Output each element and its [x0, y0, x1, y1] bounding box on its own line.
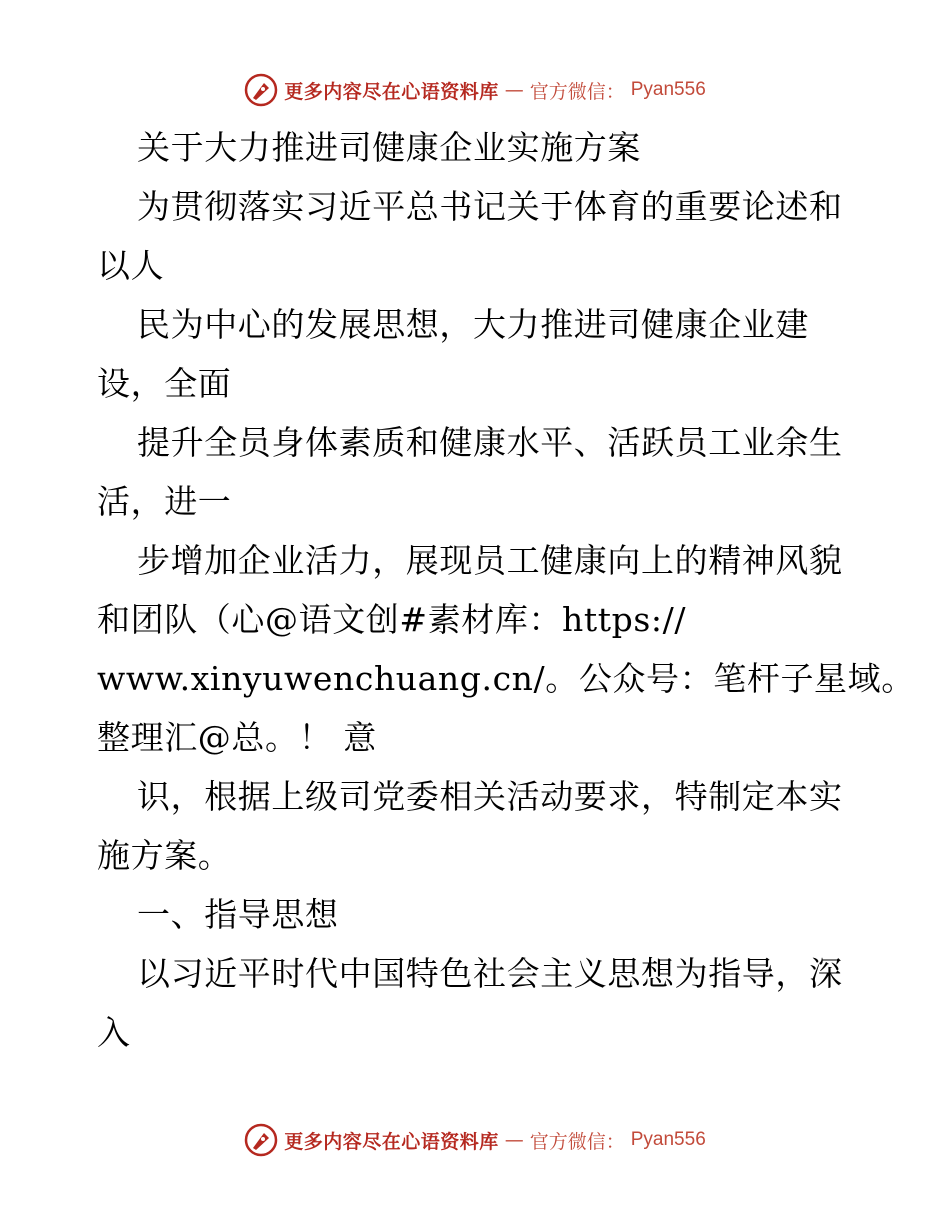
document-line: www.xinyuwenchuang.cn/。公众号：笔杆子星域。	[97, 659, 915, 698]
document-line: 施方案。	[97, 836, 232, 875]
document-line: 为贯彻落实习近平总书记关于体育的重要论述和	[137, 187, 843, 226]
document-line: 入	[97, 1013, 131, 1052]
document-line: 步增加企业活力，展现员工健康向上的精神风貌	[137, 541, 843, 580]
banner-wechat-label: 官方微信：	[529, 1130, 625, 1153]
footer-banner	[0, 1120, 950, 1160]
document-line: 识，根据上级司党委相关活动要求，特制定本实	[137, 777, 843, 816]
banner-wechat-id: Pyan556	[630, 1129, 706, 1150]
banner-text: 更多内容尽在心语资料库	[284, 1130, 499, 1153]
document-line: 整理汇@总。！ 意	[97, 718, 377, 757]
document-line: 活，进一	[97, 482, 232, 521]
pen-nib-logo-icon	[244, 1123, 278, 1157]
banner-dash: —	[504, 1129, 524, 1151]
pen-nib-logo-icon	[244, 73, 278, 107]
banner-text: 更多内容尽在心语资料库	[284, 80, 499, 103]
document-line: 提升全员身体素质和健康水平、活跃员工业余生	[137, 423, 843, 462]
banner-dash: —	[504, 79, 524, 101]
document-body	[97, 118, 915, 1062]
document-line: 和团队（心@语文创#素材库：https://	[97, 600, 687, 639]
document-line: 关于大力推进司健康企业实施方案	[137, 128, 641, 167]
banner-wechat-id: Pyan556	[630, 79, 706, 100]
document-line: 民为中心的发展思想，大力推进司健康企业建	[137, 305, 809, 344]
document-line: 一、指导思想	[137, 895, 339, 934]
document-line: 以人	[97, 246, 165, 285]
document-line: 设，全面	[97, 364, 232, 403]
document-line: 以习近平时代中国特色社会主义思想为指导，深	[137, 954, 843, 993]
banner-wechat-label: 官方微信：	[529, 80, 625, 103]
header-banner	[0, 70, 950, 110]
